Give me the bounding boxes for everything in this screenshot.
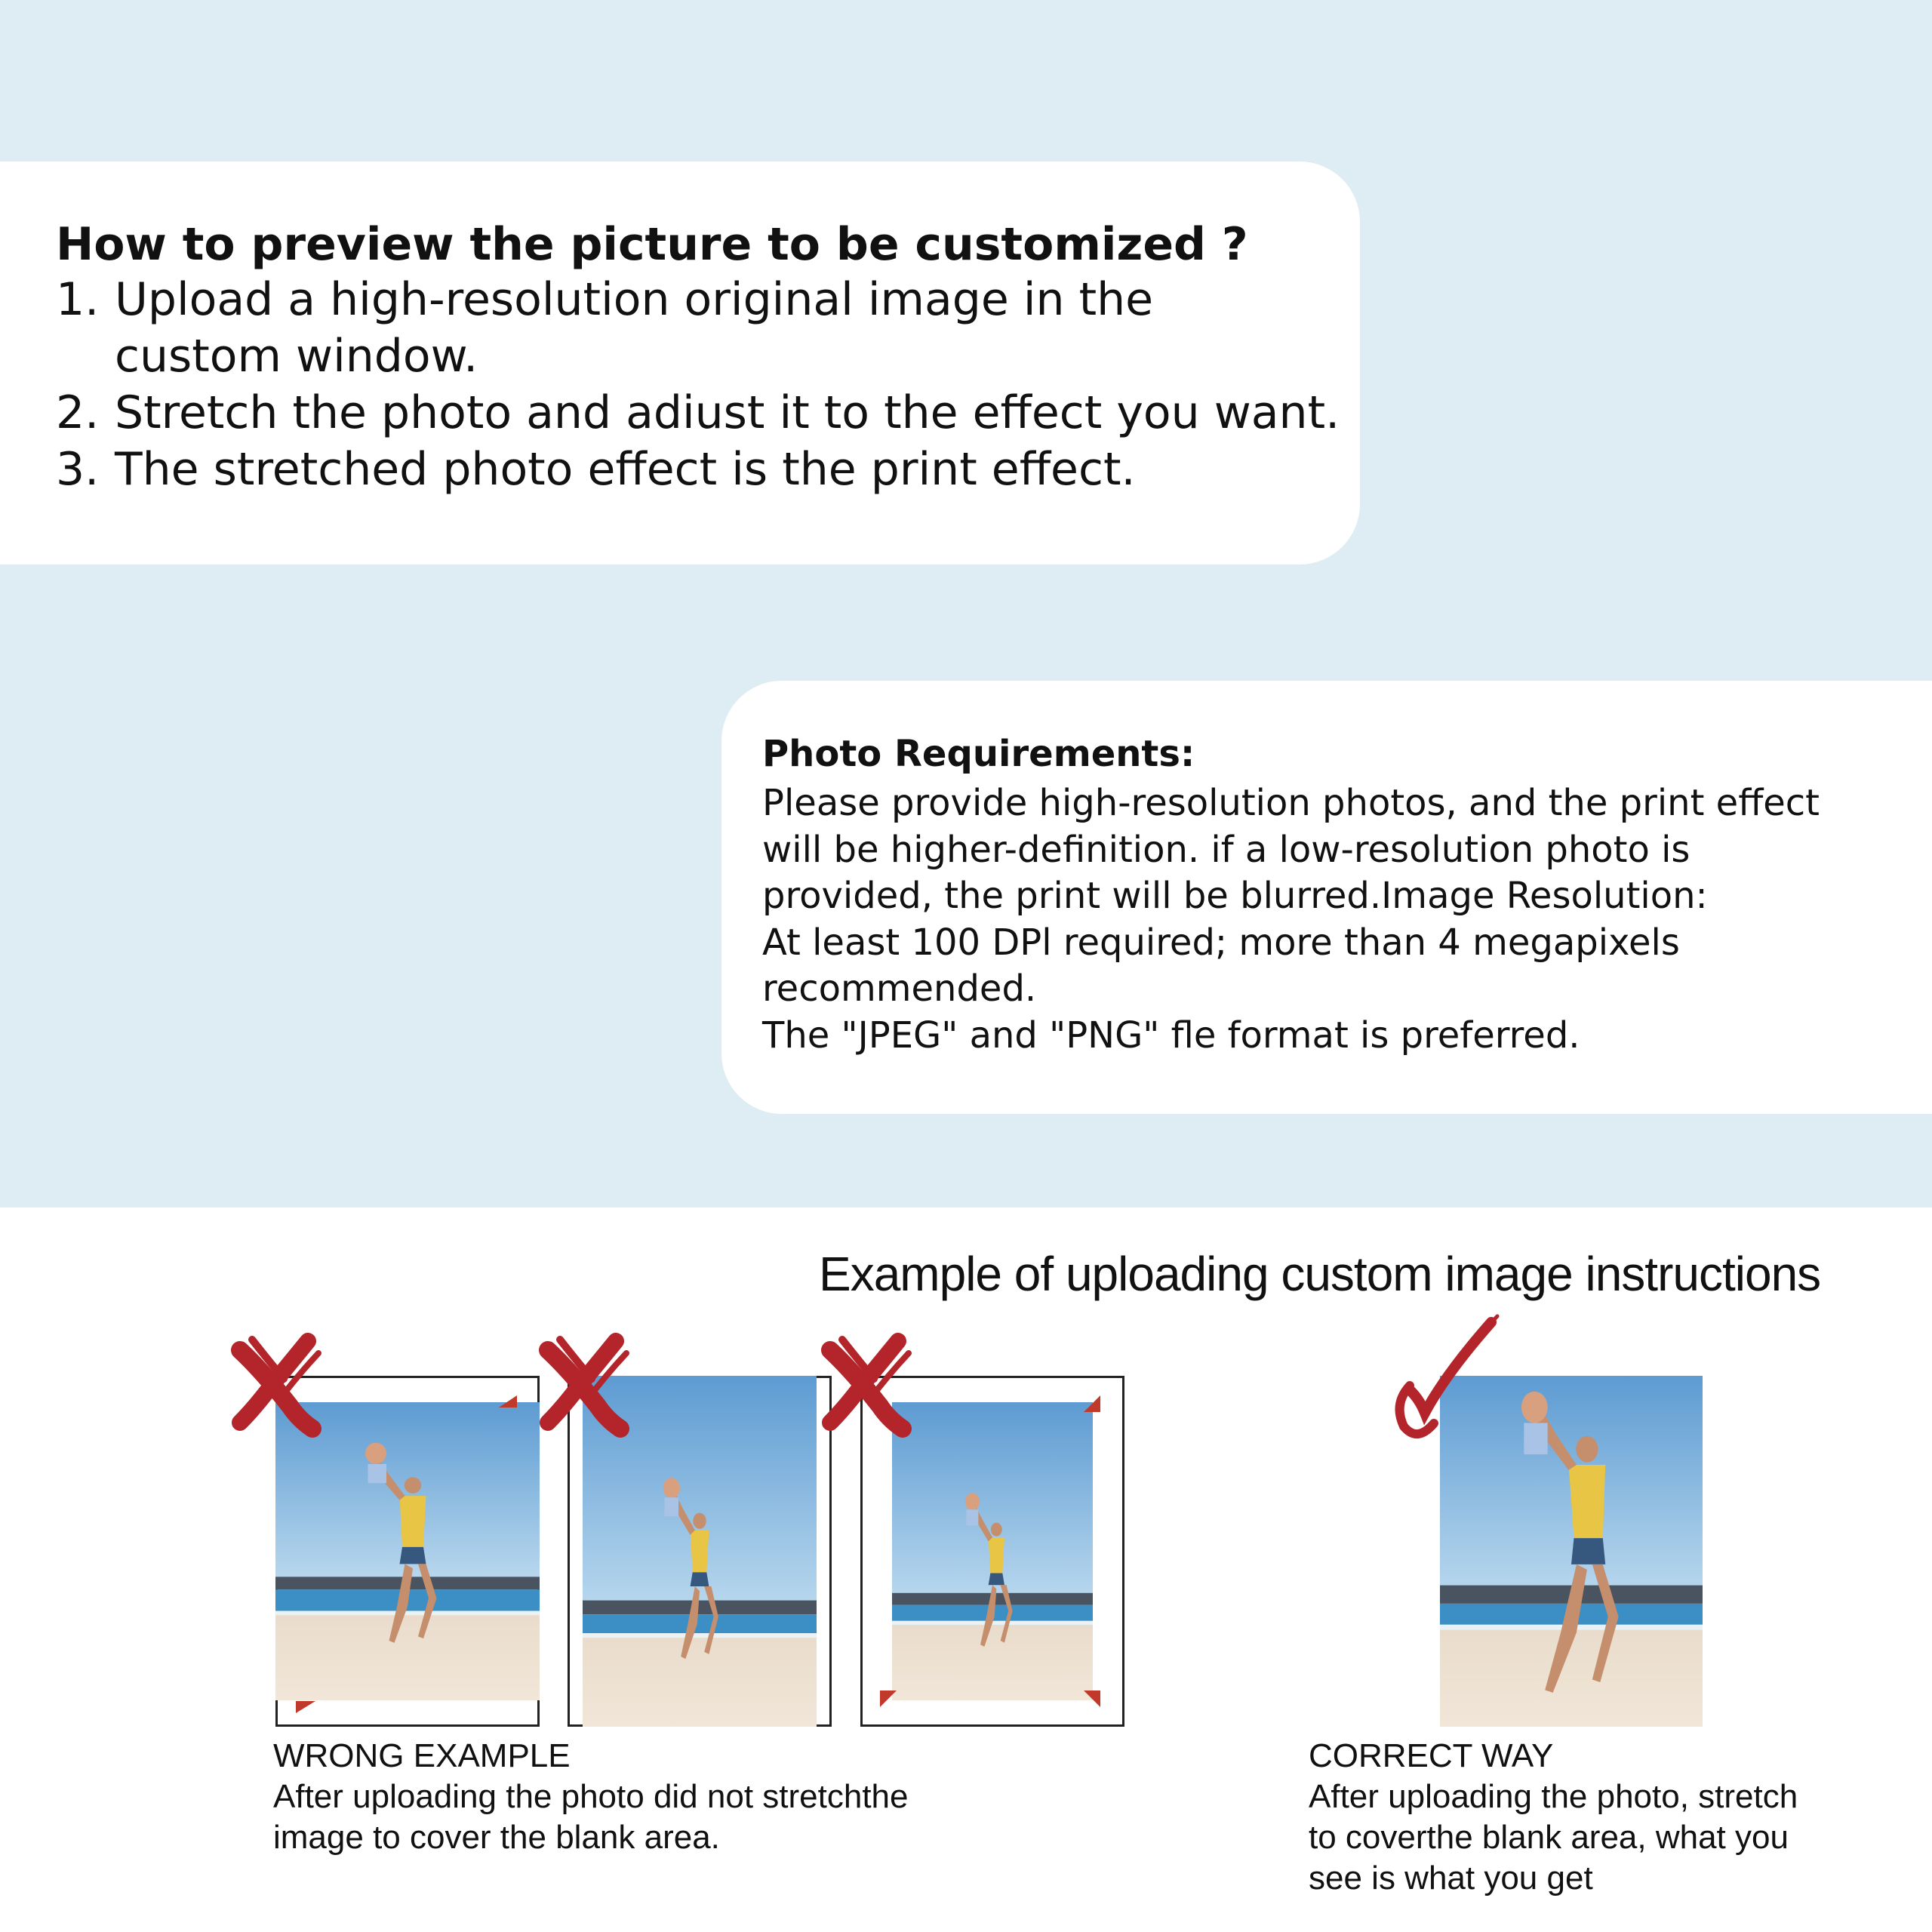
corner-triangle (1084, 1395, 1100, 1412)
step-item (56, 441, 1340, 498)
step-text: custom window. (115, 330, 478, 383)
correct-text: see is what you get (1309, 1860, 1593, 1897)
beach-photo (892, 1402, 1093, 1700)
checkmark-icon (1378, 1313, 1503, 1449)
corner-triangle (499, 1395, 517, 1407)
requirements-line: Please provide high-resolution photos, and the print effect (762, 782, 1820, 824)
step-item (56, 272, 1340, 385)
beach-photo-image (892, 1402, 1093, 1700)
correct-heading: CORRECT WAY (1309, 1737, 1554, 1774)
requirements-title: Photo Requirements: (762, 733, 1195, 775)
requirements-line: recommended. (762, 968, 1037, 1010)
correct-caption (1309, 1736, 1912, 1899)
cross-icon (537, 1331, 631, 1438)
requirements-line: The "JPEG" and "PNG" fle format is preferred. (762, 1014, 1580, 1057)
correct-text: After uploading the photo, stretch (1309, 1778, 1798, 1815)
howto-title: How to preview the picture to be customized ? (56, 218, 1248, 271)
correct-text: to coverthe blank area, what you (1309, 1819, 1789, 1856)
step-text: Upload a high-resolution original image in the (115, 273, 1154, 326)
step-number: 1. (56, 273, 100, 326)
step-number: 3. (56, 443, 100, 496)
beach-photo-image (275, 1402, 540, 1700)
wrong-caption (273, 1736, 1028, 1858)
step-text: Stretch the photo and adiust it to the effect you want. (115, 386, 1340, 439)
wrong-text: After uploading the photo did not stretchthe (273, 1778, 909, 1815)
step-text: The stretched photo effect is the print effect. (115, 443, 1136, 496)
corner-triangle (1084, 1690, 1100, 1707)
cross-icon (229, 1331, 323, 1438)
howto-steps (56, 272, 1340, 498)
beach-photo (275, 1402, 540, 1700)
corner-triangle (880, 1690, 897, 1707)
wrong-text: image to cover the blank area. (273, 1819, 720, 1856)
step-number: 2. (56, 386, 100, 439)
corner-triangle (296, 1701, 315, 1713)
requirements-line: At least 100 DPl required; more than 4 megapixels (762, 921, 1680, 964)
step-item (56, 385, 1340, 441)
examples-title: Example of uploading custom image instructions (819, 1247, 1821, 1301)
cross-icon (820, 1331, 913, 1438)
wrong-heading: WRONG EXAMPLE (273, 1737, 571, 1774)
requirements-body (762, 780, 1894, 1059)
requirements-line: will be higher-definition. if a low-resolution photo is (762, 828, 1690, 871)
requirements-line: provided, the print will be blurred.Image Resolution: (762, 875, 1708, 917)
